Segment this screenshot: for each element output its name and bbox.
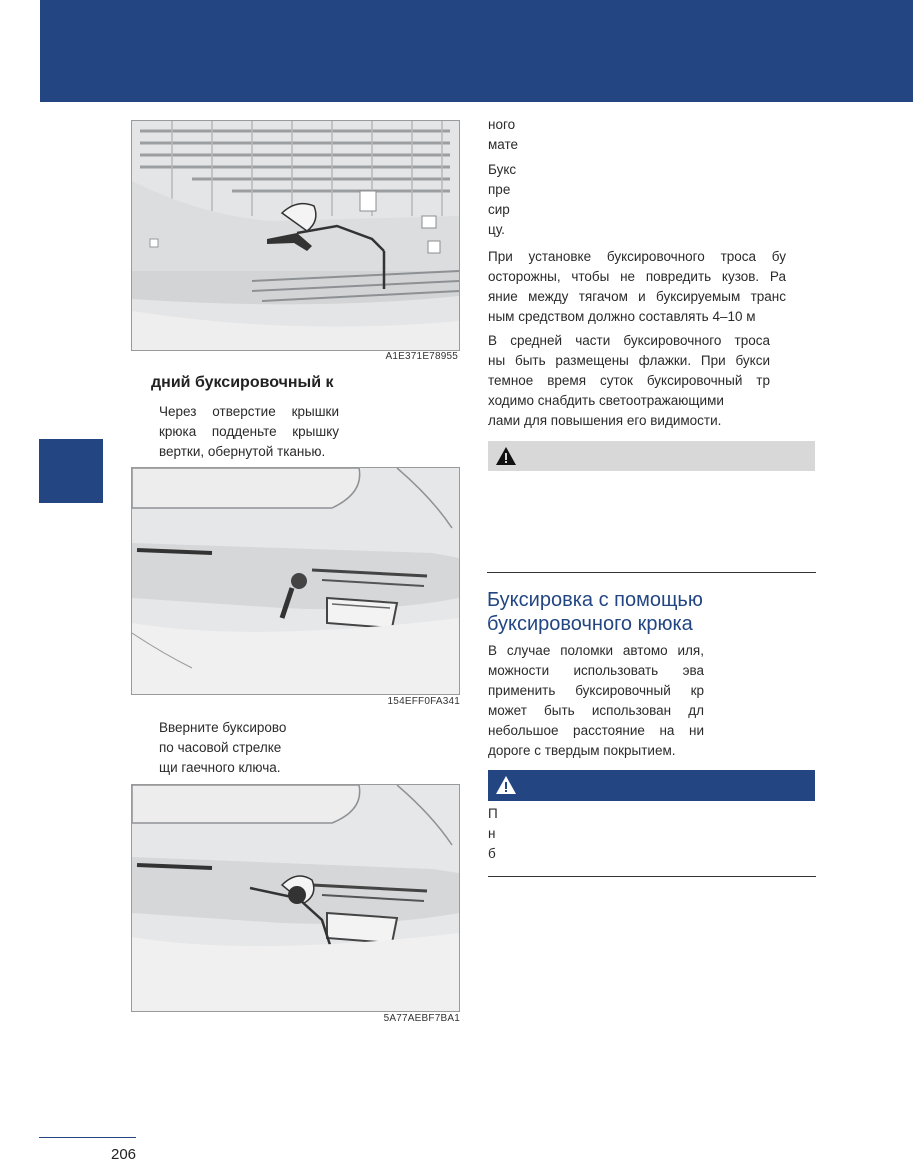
text-line: небольшое расстояние на ни	[488, 723, 704, 738]
paragraph-tow-rope-flags	[488, 331, 770, 431]
figure-code: A1E371E78955	[385, 351, 458, 362]
figure-rear-bumper-cover	[131, 467, 460, 695]
text-line: крюка подденьте крышку	[159, 424, 339, 439]
text-line: ного	[488, 117, 516, 132]
section-title-line: буксировочного крюка	[487, 613, 693, 635]
text-line: цу.	[488, 222, 505, 237]
warning-triangle-icon	[495, 446, 517, 466]
figure-front-grille	[131, 120, 460, 351]
text-line: При установке буксировочного троса бу	[488, 249, 786, 264]
text-line: можности использовать эва	[488, 663, 704, 678]
chapter-tab	[39, 439, 103, 503]
page-number: 206	[111, 1146, 137, 1163]
text-line: лами для повышения его видимости.	[488, 413, 722, 428]
section-title-line: Буксировка с помощью	[487, 589, 703, 611]
instruction-step-1	[159, 402, 339, 462]
text-line: по часовой стрелке	[159, 740, 282, 755]
figure-code: 154EFF0FA341	[387, 696, 460, 707]
figure-code: 5A77AEBF7BA1	[383, 1013, 460, 1024]
text-line: осторожны, чтобы не повредить кузов. Ра	[488, 269, 786, 284]
section-title	[487, 588, 703, 636]
text-fragment	[488, 160, 548, 240]
text-line: темное время суток буксировочный тр	[488, 373, 770, 388]
text-line: вертки, обернутой тканью.	[159, 444, 326, 459]
text-line: может быть использован дл	[488, 703, 704, 718]
text-line: б	[488, 846, 496, 861]
text-line: сир	[488, 202, 510, 217]
text-line: ным средством должно составлять 4–10 м	[488, 309, 756, 324]
text-line: щи гаечного ключа.	[159, 760, 281, 775]
text-line: В средней части буксировочного троса	[488, 333, 770, 348]
text-line: яние между тягачом и буксируемым транс	[488, 289, 786, 304]
text-fragment	[488, 115, 548, 155]
instruction-step-2	[159, 718, 319, 778]
text-line: применить буксировочный кр	[488, 683, 704, 698]
text-line: пре	[488, 182, 511, 197]
text-line: мате	[488, 137, 519, 152]
paragraph-tow-hook-usage	[488, 641, 704, 761]
text-line: ходимо снабдить светоотражающими	[488, 393, 724, 408]
subheading-tow-hook: дний буксировочный к	[151, 374, 334, 391]
notice-bar	[488, 441, 815, 471]
text-line: ны быть размещены флажки. При букси	[488, 353, 770, 368]
text-line: Вверните буксирово	[159, 720, 287, 735]
text-fragment	[488, 804, 518, 864]
paragraph-tow-rope-install	[488, 247, 786, 327]
warning-triangle-icon	[495, 775, 517, 795]
text-line: н	[488, 826, 496, 841]
footer-rule	[39, 1137, 136, 1138]
text-line: Через отверстие крышки	[159, 404, 339, 419]
text-line: дороге с твердым покрытием.	[488, 743, 676, 758]
text-line: В случае поломки автомо иля,	[488, 643, 704, 658]
section-divider	[487, 572, 816, 573]
text-line: П	[488, 806, 498, 821]
warning-bar	[488, 770, 815, 801]
header-band	[40, 0, 913, 102]
warning-end-divider	[488, 876, 816, 877]
text-line: Букс	[488, 162, 517, 177]
figure-rear-bumper-hook	[131, 784, 460, 1012]
